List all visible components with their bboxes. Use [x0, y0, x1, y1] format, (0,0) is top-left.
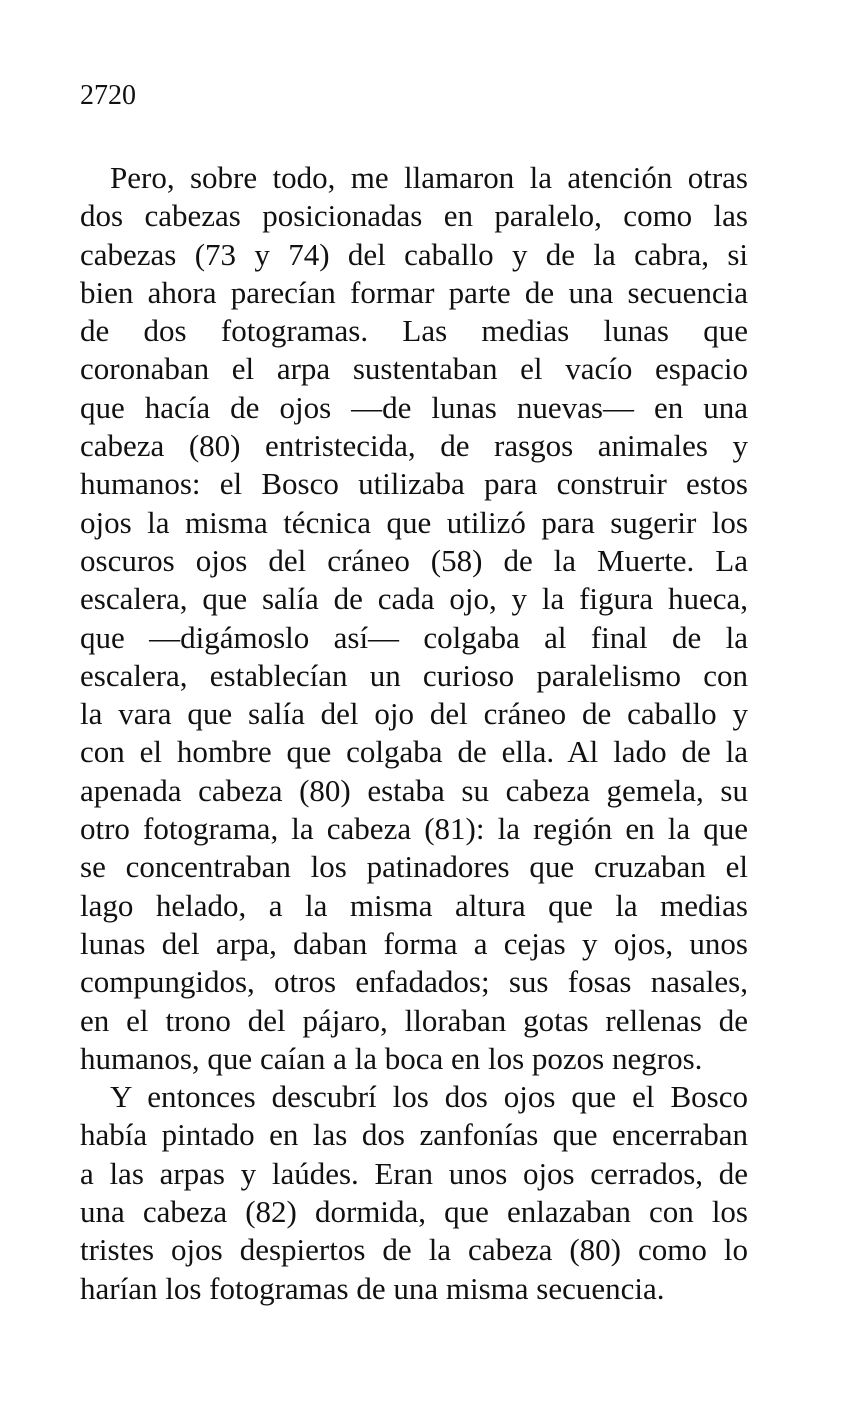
text-line: bien ahora parecían formar parte de una secuencia: [80, 274, 748, 310]
text-line: escalera, que salía de cada ojo, y la figura hueca,: [80, 581, 748, 617]
text-line: que —digámoslo así— colgaba al final de la: [80, 619, 748, 655]
text-line: apenada cabeza (80) estaba su cabeza gemela, su: [80, 772, 748, 808]
text-line: coronaban el arpa sustentaban el vacío espacio: [80, 351, 748, 387]
text-line: humanos: el Bosco utilizaba para construir estos: [80, 466, 748, 502]
text-line: compungidos, otros enfadados; sus fosas nasales,: [80, 964, 748, 1000]
text-line: a las arpas y laúdes. Eran unos ojos cerrados, de: [80, 1155, 748, 1191]
text-line: dos cabezas posicionadas en paralelo, como las: [80, 198, 748, 234]
text-line: lago helado, a la misma altura que la medias: [80, 887, 748, 923]
text-line: cabeza (80) entristecida, de rasgos animales y: [80, 428, 748, 464]
text-line: en el trono del pájaro, lloraban gotas rellenas de: [80, 1002, 748, 1038]
text-line: que hacía de ojos —de lunas nuevas— en una: [80, 389, 748, 425]
text-line: Pero, sobre todo, me llamaron la atención otras: [110, 160, 748, 195]
text-line: tristes ojos despiertos de la cabeza (80) como lo: [80, 1232, 748, 1268]
paragraph-2: [80, 1078, 748, 1308]
text-line: se concentraban los patinadores que cruzaban el: [80, 849, 748, 885]
text-line: humanos, que caían a la boca en los pozos negros.: [80, 1040, 703, 1076]
text-line: de dos fotogramas. Las medias lunas que: [80, 313, 748, 349]
text-line: la vara que salía del ojo del cráneo de caballo y: [80, 696, 748, 732]
text-line: otro fotograma, la cabeza (81): la región en la que: [80, 811, 748, 847]
text-line: cabezas (73 y 74) del caballo y de la cabra, si: [80, 236, 748, 272]
text-line: Y entonces descubrí los dos ojos que el Bosco: [110, 1079, 748, 1115]
text-line: oscuros ojos del cráneo (58) de la Muerte. La: [80, 542, 748, 578]
text-line: con el hombre que colgaba de ella. Al lado de la: [80, 734, 748, 770]
text-line: había pintado en las dos zanfonías que encerraban: [80, 1117, 748, 1153]
paragraph-1: [80, 159, 748, 1078]
text-line: lunas del arpa, daban forma a cejas y ojos, unos: [80, 925, 748, 961]
text-line: harían los fotogramas de una misma secuencia.: [80, 1270, 665, 1306]
text-body: [80, 159, 748, 1308]
text-line: una cabeza (82) dormida, que enlazaban con los: [80, 1194, 748, 1230]
text-line: escalera, establecían un curioso paralelismo con: [80, 657, 748, 693]
text-line: ojos la misma técnica que utilizó para sugerir los: [80, 504, 748, 540]
page-number: 2720: [80, 80, 136, 111]
